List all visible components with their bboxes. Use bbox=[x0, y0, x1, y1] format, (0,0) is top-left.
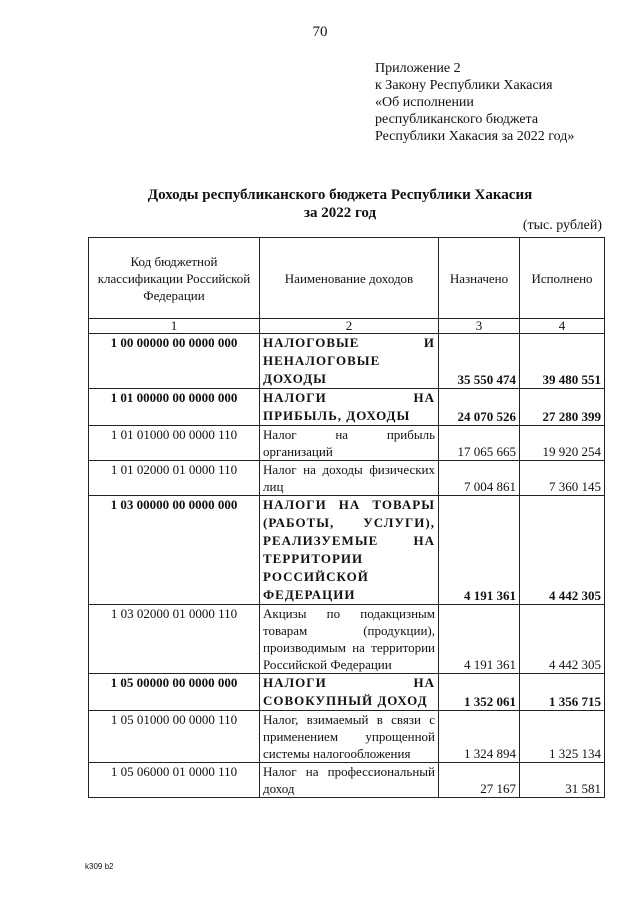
row-code: 1 01 02000 01 0000 110 bbox=[89, 461, 260, 496]
row-name: Налог, взимаемый в связи с применением упрощенной системы налогообложения bbox=[260, 711, 439, 763]
row-name: НАЛОГИ НА ТОВАРЫ (РАБОТЫ, УСЛУГИ), РЕАЛИЗУЕМЫЕ НА ТЕРРИТОРИИ РОССИЙСКОЙ ФЕДЕРАЦИИ bbox=[260, 496, 439, 605]
title-line-1: Доходы республиканского бюджета Республики Хакасия bbox=[147, 187, 533, 203]
row-planned: 27 167 bbox=[439, 763, 520, 798]
page-number: 70 bbox=[312, 24, 328, 40]
row-planned: 7 004 861 bbox=[439, 461, 520, 496]
row-code: 1 05 06000 01 0000 110 bbox=[89, 763, 260, 798]
table-row bbox=[89, 763, 605, 798]
column-number-row bbox=[89, 319, 605, 334]
header-planned: Назначено bbox=[439, 238, 520, 319]
row-name: Акцизы по подакцизным товарам (продукции), производимым на территории Российской Федерации bbox=[260, 605, 439, 674]
table-row bbox=[89, 674, 605, 711]
row-planned: 4 191 361 bbox=[439, 605, 520, 674]
column-number: 2 bbox=[260, 319, 439, 334]
appendix-line: к Закону Республики Хакасия bbox=[375, 78, 553, 93]
row-planned: 4 191 361 bbox=[439, 496, 520, 605]
row-code: 1 05 01000 00 0000 110 bbox=[89, 711, 260, 763]
column-number: 1 bbox=[89, 319, 260, 334]
row-planned: 17 065 665 bbox=[439, 426, 520, 461]
row-name: Налог на доходы физических лиц bbox=[260, 461, 439, 496]
table-row bbox=[89, 461, 605, 496]
row-name: НАЛОГОВЫЕ И НЕНАЛОГОВЫЕ ДОХОДЫ bbox=[260, 334, 439, 389]
table-row bbox=[89, 426, 605, 461]
row-planned: 1 352 061 bbox=[439, 674, 520, 711]
column-number: 3 bbox=[439, 319, 520, 334]
row-code: 1 01 00000 00 0000 000 bbox=[89, 389, 260, 426]
header-name: Наименование доходов bbox=[260, 238, 439, 319]
table-header-row bbox=[89, 238, 605, 319]
row-executed: 4 442 305 bbox=[520, 496, 605, 605]
footer-code: k309 b2 bbox=[85, 862, 114, 871]
revenue-table bbox=[88, 237, 605, 798]
row-code: 1 05 00000 00 0000 000 bbox=[89, 674, 260, 711]
row-executed: 19 920 254 bbox=[520, 426, 605, 461]
row-name: НАЛОГИ НА СОВОКУПНЫЙ ДОХОД bbox=[260, 674, 439, 711]
title-line-2: за 2022 год bbox=[303, 205, 377, 221]
row-executed: 27 280 399 bbox=[520, 389, 605, 426]
appendix-note bbox=[375, 60, 635, 145]
row-name: Налог на прибыль организаций bbox=[260, 426, 439, 461]
row-executed: 1 325 134 bbox=[520, 711, 605, 763]
row-executed: 31 581 bbox=[520, 763, 605, 798]
row-executed: 7 360 145 bbox=[520, 461, 605, 496]
row-name: Налог на профессиональный доход bbox=[260, 763, 439, 798]
appendix-line: Республики Хакасия за 2022 год» bbox=[375, 129, 575, 144]
column-number: 4 bbox=[520, 319, 605, 334]
row-code: 1 03 02000 01 0000 110 bbox=[89, 605, 260, 674]
units-label: (тыс. рублей) bbox=[522, 218, 602, 233]
row-planned: 24 070 526 bbox=[439, 389, 520, 426]
appendix-line: Приложение 2 bbox=[375, 61, 461, 76]
table-row bbox=[89, 389, 605, 426]
row-code: 1 03 00000 00 0000 000 bbox=[89, 496, 260, 605]
appendix-line: «Об исполнении bbox=[375, 95, 474, 110]
row-planned: 1 324 894 bbox=[439, 711, 520, 763]
row-executed: 39 480 551 bbox=[520, 334, 605, 389]
document-title bbox=[80, 186, 600, 222]
table-row bbox=[89, 711, 605, 763]
table-row bbox=[89, 334, 605, 389]
row-executed: 1 356 715 bbox=[520, 674, 605, 711]
appendix-line: республиканского бюджета bbox=[375, 112, 539, 127]
row-executed: 4 442 305 bbox=[520, 605, 605, 674]
header-code: Код бюджетной классификации Российской Федерации bbox=[89, 238, 260, 319]
table-row bbox=[89, 605, 605, 674]
row-name: НАЛОГИ НА ПРИБЫЛЬ, ДОХОДЫ bbox=[260, 389, 439, 426]
row-code: 1 00 00000 00 0000 000 bbox=[89, 334, 260, 389]
row-code: 1 01 01000 00 0000 110 bbox=[89, 426, 260, 461]
row-planned: 35 550 474 bbox=[439, 334, 520, 389]
header-executed: Исполнено bbox=[520, 238, 605, 319]
table-row bbox=[89, 496, 605, 605]
